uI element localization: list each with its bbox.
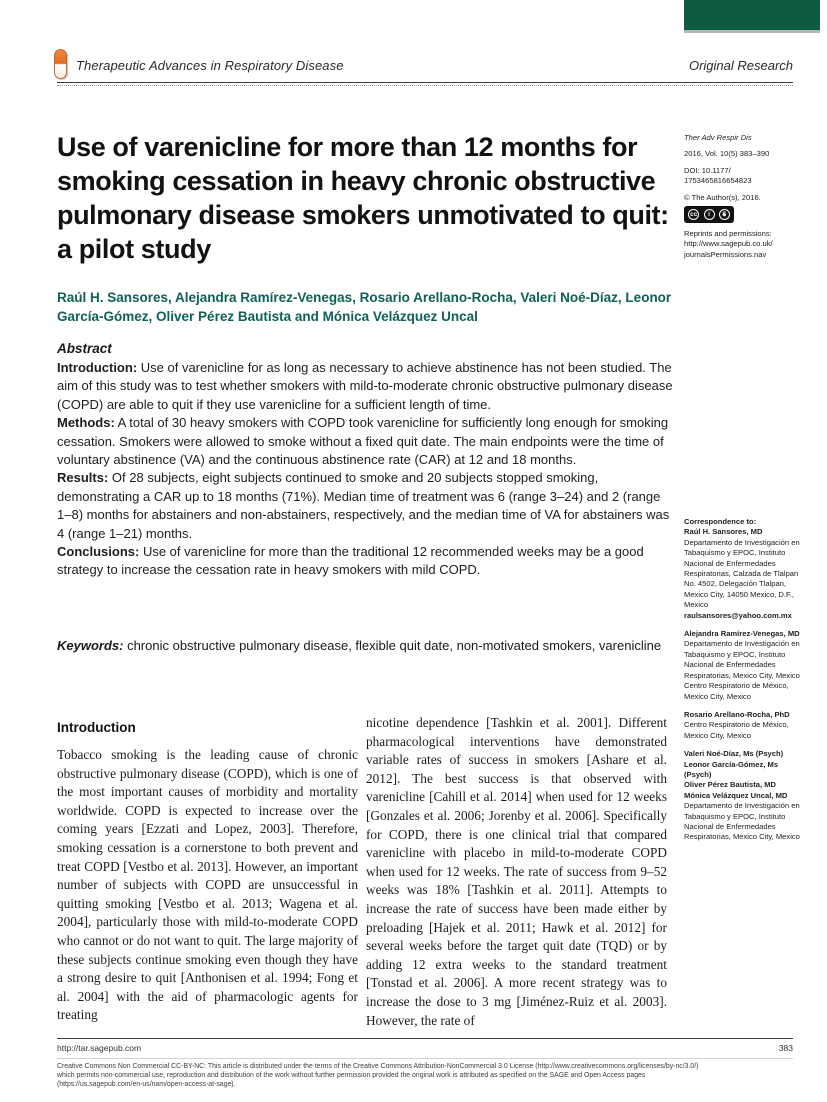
introduction-heading: Introduction: [57, 720, 136, 735]
reprints-label: Reprints and permissions:: [684, 229, 772, 239]
volume-issue-pages: 2016, Vol. 10(5) 383–390: [684, 149, 770, 159]
abstract-results: [57, 469, 674, 543]
journal-metadata: [684, 133, 802, 260]
journal-brand-block: [684, 0, 820, 33]
license-line: (https://us.sagepub.com/en-us/nam/open-access-at-sage).: [57, 1081, 236, 1088]
author-list: Raúl H. Sansores, Alejandra Ramírez-Venegas, Rosario Arellano-Rocha, Valeri Noé-Díaz, Leonor García-Gómez, Oliver Pérez Bautista and Mónica Velázquez Uncal: [57, 290, 672, 324]
abstract-methods-label: Methods:: [57, 415, 115, 431]
article-type-label: Original Research: [688, 58, 793, 73]
masthead-rule: [57, 82, 793, 86]
abstract-conclusions: [57, 543, 674, 580]
copyright-line: © The Author(s), 2016.: [684, 192, 761, 202]
contributor-name: Oliver Pérez Bautista, MD: [684, 780, 777, 790]
contributor-affiliation: Departamento de Investigación en Tabaquismo y EPOC, Instituto Nacional de Enfermedades Respiratorias, Mexico City, Mexico: [684, 639, 800, 680]
body-column-right: nicotine dependence [Tashkin et al. 2001]. Different pharmacological interventions have demonstrated variable rates of success in smokers [Ashare et al. 2012]. The best success is that observed with varenicline [Cahill et al. 2014] when used for 12 weeks [Gonzales et al. 2006; Jorenby et al. 2006]. Specifically for COPD, there is one clinical trial that compared varenicline with placebo in mild-to-moderate COPD when used for 12 weeks. The rate of success from 9–52 weeks was 18% [Tashkin et al. 2011]. Attempts to increase the rate of success have been made either by preloading [Hajek et al. 2011; Hawk et al. 2012] for several weeks before the target quit date (TQD) or by adding 12 extra weeks to the standard treatment [Tonstad et al. 2006]. A more recent strategy was to increase the dose to 3 mg [Jiménez-Ruiz et al. 2003]. However, the rate of: [366, 715, 667, 1028]
contributor-name: Leonor García-Gómez, Ms (Psych): [684, 759, 779, 779]
abstract-results-text: Of 28 subjects, eight subjects continued to smoke and 20 subjects stopped smoking, demonstrating a CAR up to 18 months (71%). Median time of treatment was 6 (range 3–24) and 2 (range 1–8) months for abstainers and non-abstainers, respectively, and the median time of VA for abstainers was 4 (range 1–21) months.: [57, 470, 670, 541]
correspondence-address: Departamento de Investigación en Tabaquismo y EPOC, Instituto Nacional de Enfermedades Respiratorias, Calzada de Tlalpan No. 4502, Delegación Tlalpan, Mexico City, 14050 Mexico, D.F., Mexico: [684, 537, 800, 610]
page-number: 383: [778, 1043, 793, 1053]
abstract-conclusions-label: Conclusions:: [57, 544, 140, 560]
masthead: [57, 56, 793, 78]
abstract-section: [57, 341, 674, 580]
keywords-label: Keywords:: [57, 638, 124, 653]
contributor-affiliation: Centro Respiratorio de México, Mexico City, Mexico: [684, 720, 789, 740]
correspondence-name: Raúl H. Sansores, MD: [684, 527, 763, 537]
doi-number: 1753465816654823: [684, 176, 752, 186]
reprints-url-line1[interactable]: http://www.sagepub.co.uk/: [684, 239, 773, 249]
contributor-affiliation: Centro Respiratorio de México, Mexico City, Mexico: [684, 681, 789, 701]
contributor-name: Valeri Noé-Díaz, Ms (Psych): [684, 749, 784, 759]
abstract-results-label: Results:: [57, 470, 109, 486]
abstract-conclusions-text: Use of varenicline for more than the traditional 12 recommended weeks may be a good strategy to increase the cessation rate in heavy smokers with mild COPD.: [57, 544, 644, 578]
abstract-methods: [57, 414, 674, 469]
contributor-name: Mónica Velázquez Uncal, MD: [684, 790, 788, 800]
footer-rule: [57, 1038, 793, 1039]
doi-label: DOI: 10.1177/: [684, 165, 731, 175]
journal-name: Therapeutic Advances in Respiratory Disease: [76, 58, 344, 73]
abstract-introduction-label: Introduction:: [57, 360, 138, 375]
article-title: Use of varenicline for more than 12 months for smoking cessation in heavy chronic obstructive pulmonary disease smokers unmotivated to quit: a pilot study: [57, 132, 669, 264]
contributor-name: Alejandra Ramírez-Venegas, MD: [684, 629, 800, 639]
contributor-name: Rosario Arellano-Rocha, PhD: [684, 709, 790, 719]
body-column-left: Tobacco smoking is the leading cause of chronic obstructive pulmonary disease (COPD), which is one of the most important causes of morbidity and mortality worldwide. COPD is expected to increase over the coming years [Ezzati and Lopez, 2003]. Therefore, smoking cessation is a cornerstone to both prevent and treat COPD [Vestbo et al. 2013]. However, an important number of subjects with COPD are unsuccessful in quitting smoking [Vestbo et al. 2013; Wagena et al. 2004], particularly those with mild-to-moderate COPD who cannot or do not want to quit. The large majority of these subjects continue smoking even though they have a strong desire to quit [Anthonisen et al. 1994; Fong et al. 2004] with the aid of pharmacologic agents for treating: [57, 747, 358, 1023]
cc-by-nc-badge: [684, 206, 734, 223]
correspondence-label: Correspondence to:: [684, 517, 757, 526]
correspondence-block: [684, 517, 802, 843]
keywords-text: chronic obstructive pulmonary disease, flexible quit date, non-motivated smokers, varenicline: [123, 638, 662, 653]
abstract-methods-text: A total of 30 heavy smokers with COPD took varenicline for sufficiently long enough for smoking cessation. Smokers were allowed to smoke without a fixed quit date. The main endpoints were the time of voluntary abstinence (VA) and the continuous abstinence rate (CAR) at 12 and 18 months.: [57, 415, 669, 468]
cc-by-icon: i: [704, 209, 715, 220]
contributor-affiliation: Departamento de Investigación en Tabaquismo y EPOC, Instituto Nacional de Enfermedades Respiratorias, Mexico City, Mexico: [684, 801, 800, 842]
abstract-introduction: [57, 359, 674, 414]
license-text: [57, 1062, 809, 1089]
cc-icon: cc: [690, 211, 698, 219]
abstract-heading: Abstract: [57, 341, 112, 356]
license-line: Creative Commons Non Commercial CC-BY-NC: This article is distributed under the terms of the Creative Commons Attribution-NonCommercial 3.0 License (http://www.creativecommons.org/licenses/by-nc/3.0/): [57, 1063, 699, 1070]
license-line: which permits non-commercial use, reproduction and distribution of the work without further permission provided the original work is attributed as specified on the SAGE and Open Access pages: [57, 1072, 646, 1079]
journal-abbrev: Ther Adv Respir Dis: [684, 133, 752, 142]
journal-homepage-url[interactable]: http://tar.sagepub.com: [57, 1043, 142, 1053]
capsule-logo-icon: [54, 49, 67, 79]
reprints-url-line2[interactable]: journalsPermissions.nav: [684, 249, 767, 259]
correspondence-email[interactable]: raulsansores@yahoo.com.mx: [684, 610, 792, 620]
keywords-line: [57, 637, 674, 655]
cc-nc-icon: $: [719, 209, 730, 220]
abstract-introduction-text: Use of varenicline for as long as necessary to achieve abstinence has not been studied. The aim of this study was to test whether smokers with mild-to-moderate chronic obstructive pulmonary disease (COPD) are able to quit if they use varenicline for a sufficient length of time.: [57, 360, 673, 412]
footer-divider: [57, 1058, 793, 1059]
